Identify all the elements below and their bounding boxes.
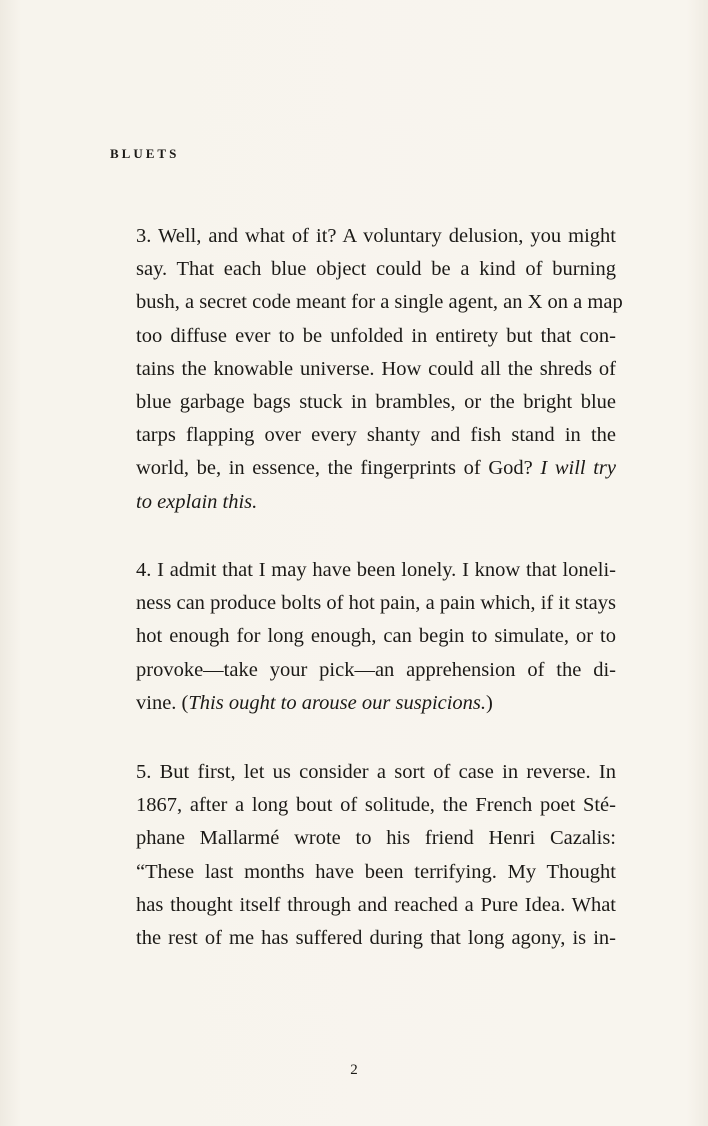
text-run: vine. ( [136, 691, 189, 714]
text-line: has thought itself through and reached a Pure Idea. What [136, 893, 616, 916]
italic-run: This ought to arouse our suspicions. [188, 691, 487, 714]
page-number: 2 [350, 1062, 358, 1078]
text-line: 3. Well, and what of it? A voluntary delusion, you might [136, 225, 616, 247]
running-head: BLUETS [110, 146, 180, 161]
text-line: 1867, after a long bout of solitude, the French poet Sté- [136, 794, 616, 817]
text-line: phane Mallarmé wrote to his friend Henri Cazalis: [136, 827, 616, 850]
text-line-italic [136, 486, 616, 519]
text-line-with-italic [136, 687, 616, 720]
text-line: blue garbage bags stuck in brambles, or the bright blue [136, 391, 616, 414]
text-line: provoke—take your pick—an apprehension of the di- [136, 658, 616, 681]
italic-run: to explain this. [136, 490, 258, 513]
text-line: ness can produce bolts of hot pain, a pain which, if it stays [136, 592, 616, 615]
text-run: ) [486, 691, 493, 714]
text-line: tarps flapping over every shanty and fish stand in the [136, 424, 616, 447]
paragraph-5 [136, 756, 616, 955]
text-line: hot enough for long enough, can begin to simulate, or to [136, 625, 616, 648]
text-run: world, be, in essence, the fingerprints of God? [136, 457, 541, 480]
text-line: tains the knowable universe. How could all the shreds of [136, 357, 616, 380]
text-line: “These last months have been terrifying. My Thought [136, 860, 616, 883]
text-line: too diffuse ever to be unfolded in entirety but that con- [136, 324, 616, 347]
text-line: bush, a secret code meant for a single agent, an X on a map [136, 291, 623, 314]
text-line-with-italic [136, 452, 616, 485]
text-line: 4. I admit that I may have been lonely. I know that loneli- [136, 559, 616, 581]
text-line: 5. But first, let us consider a sort of case in reverse. In [136, 761, 616, 783]
paragraph-4 [136, 554, 616, 720]
text-line: the rest of me has suffered during that long agony, is in- [136, 927, 616, 950]
italic-run: I will try [540, 457, 617, 480]
paragraph-3 [136, 220, 623, 519]
text-line: say. That each blue object could be a kind of burning [136, 258, 616, 281]
